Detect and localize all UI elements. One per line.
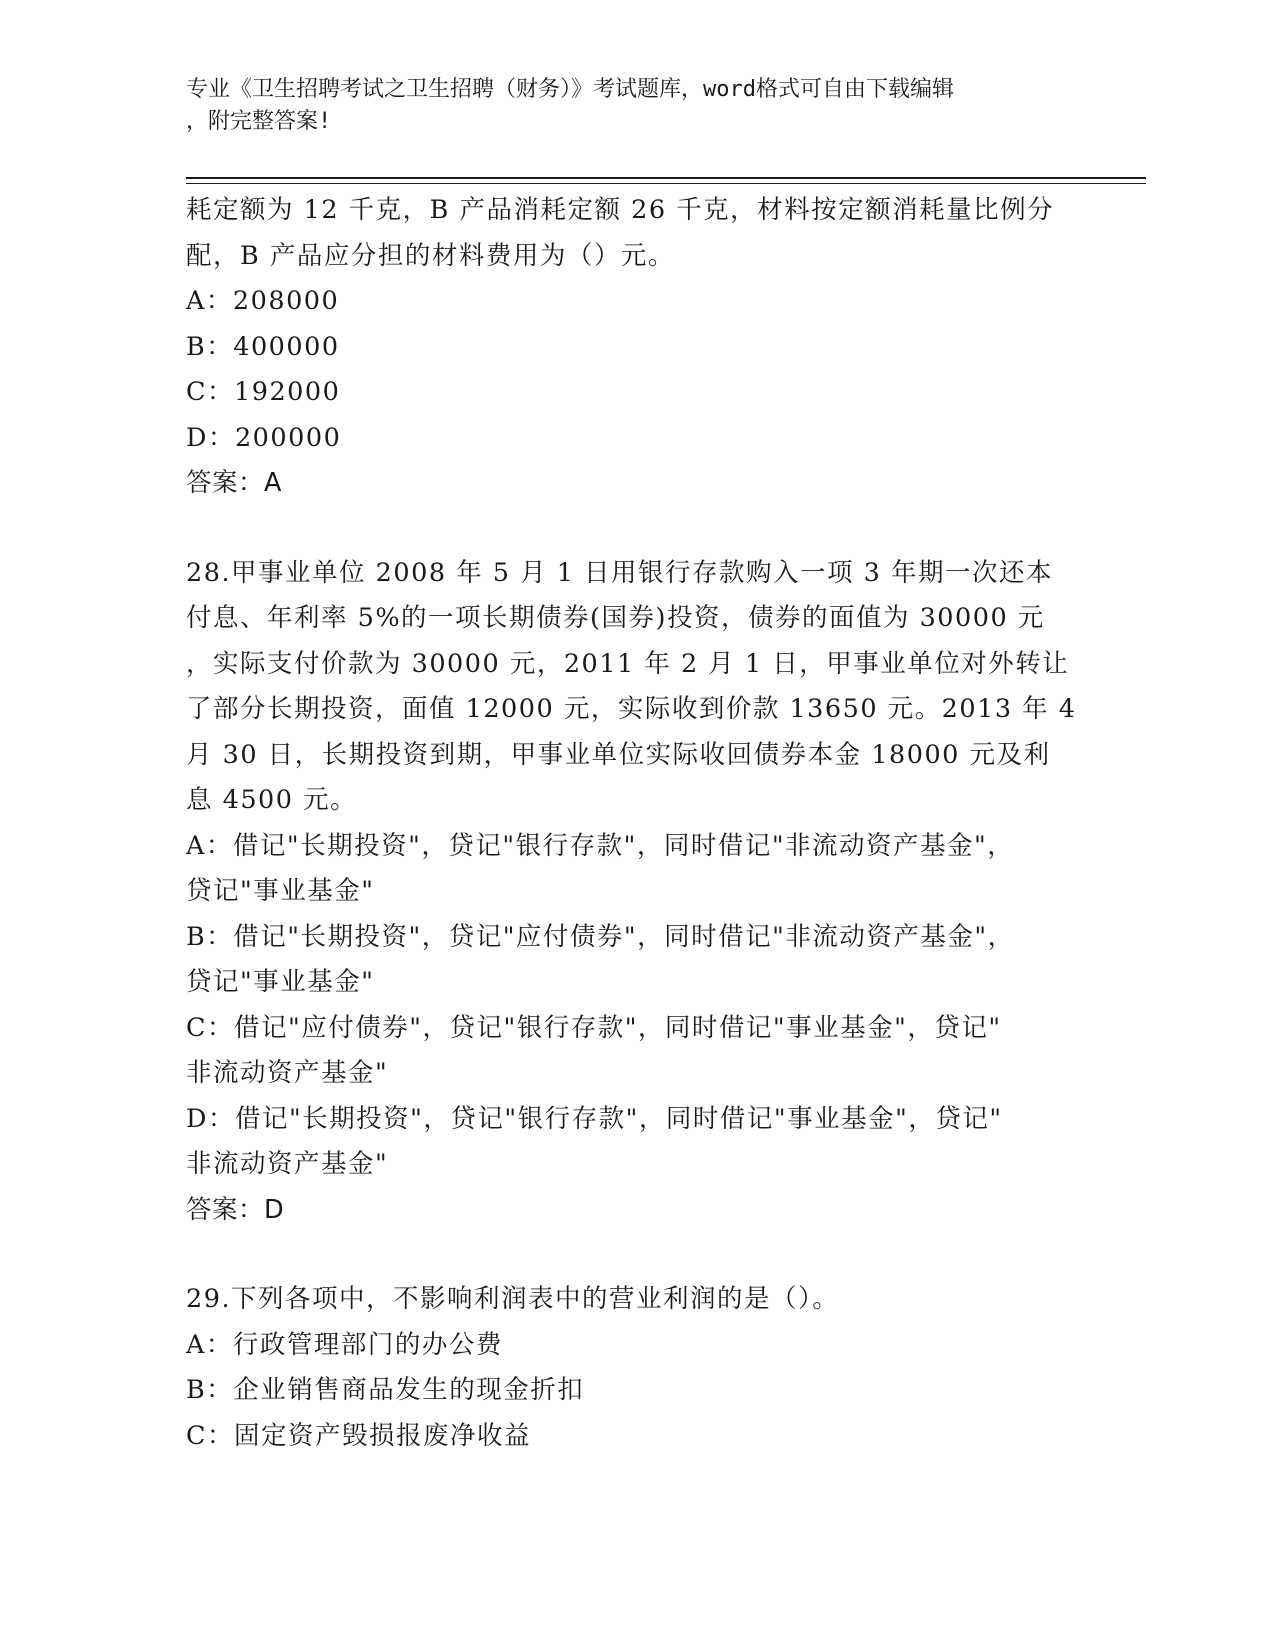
option-b-continued: 贷记"事业基金"	[186, 967, 375, 997]
question-stem-line: 月 30 日，长期投资到期，甲事业单位实际收回债券本金 18000 元及利	[186, 739, 1051, 770]
header-divider-thick	[186, 177, 1146, 179]
answer-line: 答案：D	[186, 1194, 285, 1225]
question-stem-line: 付息、年利率 5%的一项长期债券(国券)投资，债券的面值为 30000 元	[186, 603, 1045, 633]
option-b: B：企业销售商品发生的现金折扣	[186, 1375, 585, 1405]
question-27	[186, 188, 1086, 507]
question-stem-line: 了部分长期投资，面值 12000 元，实际收到价款 13650 元。2013 年 4	[186, 694, 1077, 724]
option-a: A：行政管理部门的办公费	[186, 1329, 503, 1360]
header-divider-thin	[186, 183, 1146, 184]
page-header	[186, 74, 1086, 138]
question-stem-line: 配，B 产品应分担的材料费用为（）元。	[186, 240, 675, 271]
header-line-1: 专业《卫生招聘考试之卫生招聘（财务）》考试题库，word格式可自由下载编辑	[186, 77, 954, 102]
question-spacer	[186, 507, 1086, 551]
header-line-2: ，附完整答案!	[186, 109, 332, 134]
option-d: D：借记"长期投资"，贷记"银行存款"，同时借记"事业基金"，贷记"	[186, 1103, 1003, 1134]
option-a: A：208000	[186, 286, 340, 316]
option-c: C：192000	[186, 377, 341, 407]
option-c: C：固定资产毁损报废净收益	[186, 1420, 532, 1451]
question-stem-line: 29.下列各项中，不影响利润表中的营业利润的是（）。	[186, 1284, 840, 1314]
option-c-continued: 非流动资产基金"	[186, 1058, 389, 1088]
question-28	[186, 551, 1086, 1234]
question-stem-line: ，实际支付价款为 30000 元，2011 年 2 月 1 日，甲事业单位对外转让	[186, 648, 1070, 679]
option-a: A：借记"长期投资"，贷记"银行存款"，同时借记"非流动资产基金"，	[186, 830, 1015, 861]
question-content	[186, 188, 1086, 1459]
question-stem-line: 息 4500 元。	[186, 785, 358, 815]
question-29	[186, 1277, 1086, 1459]
answer-line: 答案：A	[186, 468, 282, 498]
option-b: B：400000	[186, 331, 340, 362]
question-stem-line: 耗定额为 12 千克，B 产品消耗定额 26 千克，材料按定额消耗量比例分	[186, 195, 1055, 225]
question-stem-line: 28.甲事业单位 2008 年 5 月 1 日用银行存款购入一项 3 年期一次还本	[186, 557, 1053, 588]
option-a-continued: 贷记"事业基金"	[186, 876, 375, 906]
option-d-continued: 非流动资产基金"	[186, 1149, 389, 1179]
option-d: D：200000	[186, 422, 342, 453]
option-c: C：借记"应付债券"，贷记"银行存款"，同时借记"事业基金"，贷记"	[186, 1012, 1002, 1043]
option-b: B：借记"长期投资"，贷记"应付债券"，同时借记"非流动资产基金"，	[186, 921, 1015, 952]
question-spacer	[186, 1233, 1086, 1277]
